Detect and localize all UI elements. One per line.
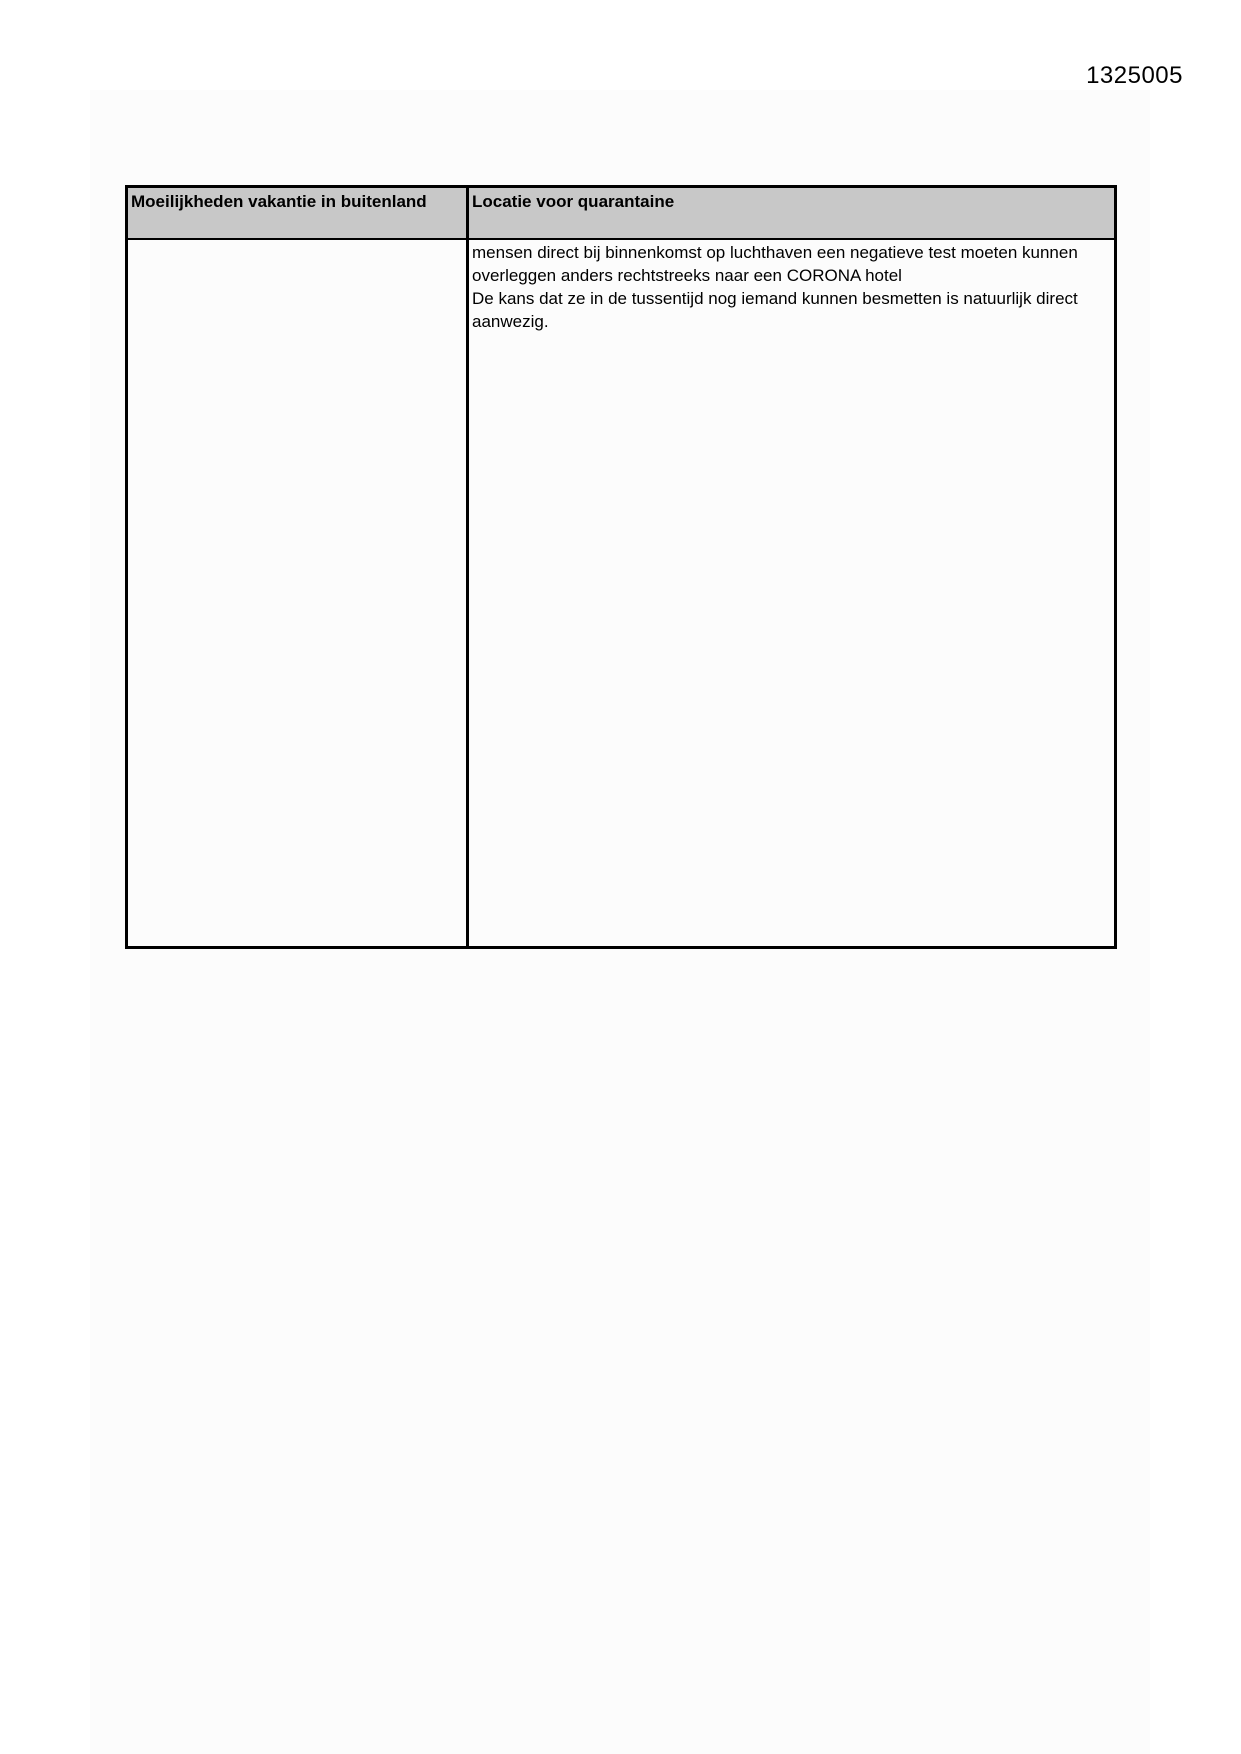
document-number: 1325005 <box>1086 62 1183 89</box>
header-cell-difficulties: Moeilijkheden vakantie in buitenland <box>131 192 427 211</box>
spreadsheet-table <box>125 185 1117 949</box>
table-cell-quarantine-location: mensen direct bij binnenkomst op luchthaven een negatieve test moeten kunnen overleggen anders rechtstreeks naar een CORONA hotel De kans dat ze in de tussentijd nog iemand kunnen besmetten is natuurlijk direct aanwezig. <box>472 243 1078 331</box>
header-cell-quarantine-location: Locatie voor quarantaine <box>472 192 675 211</box>
column-divider <box>466 188 469 946</box>
